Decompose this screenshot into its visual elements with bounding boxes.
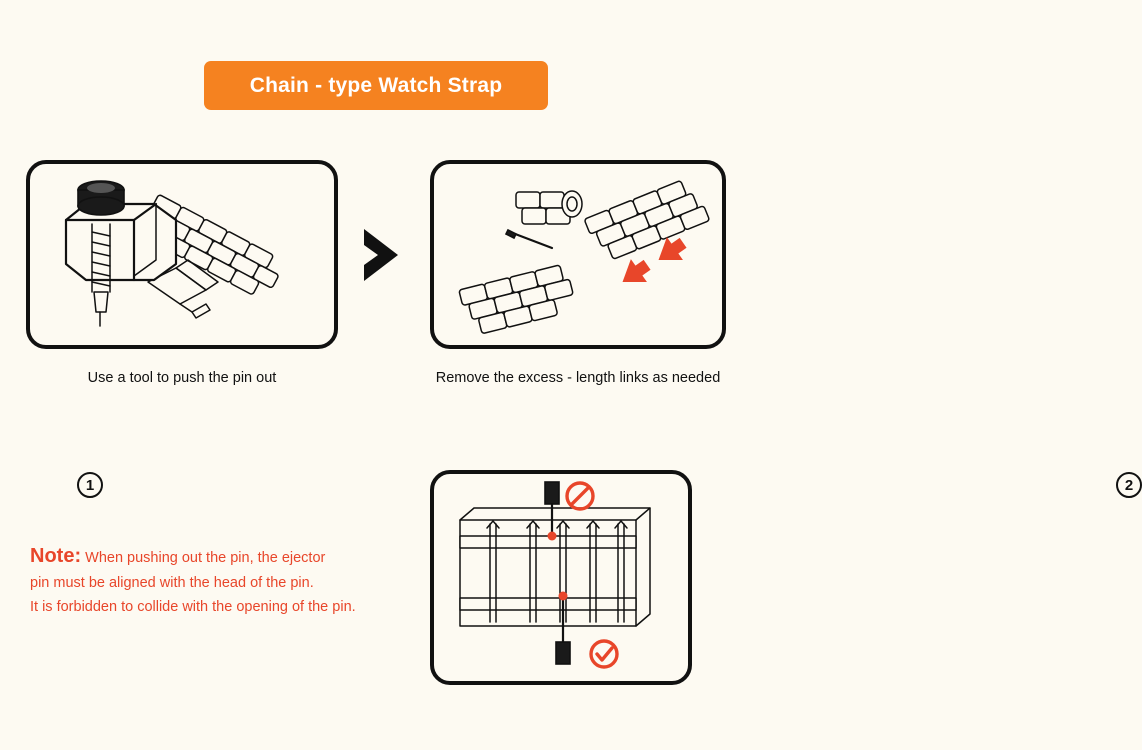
prohibition-icon	[567, 483, 593, 509]
note-label: Note:	[30, 545, 82, 567]
step-2-caption: Remove the excess - length links as needed	[435, 370, 721, 386]
note-line-3: It is forbidden to collide with the opening of the pin.	[30, 598, 356, 615]
detail-panel	[430, 470, 692, 685]
step-1-caption: Use a tool to push the pin out	[87, 370, 277, 386]
step-2-number: 2	[1116, 472, 1142, 498]
pin-alignment-detail-illustration	[434, 474, 688, 681]
note-block	[30, 540, 410, 619]
check-circle-icon	[591, 641, 617, 667]
step-2-illustration	[434, 164, 722, 345]
page-title: Chain - type Watch Strap	[249, 73, 503, 97]
note-line-2: pin must be aligned with the head of the pin.	[30, 575, 314, 592]
red-arrow-icon	[615, 253, 656, 293]
chevron-right-arrow-icon	[358, 225, 410, 285]
step-1-illustration	[30, 164, 334, 345]
note-line-1: When pushing out the pin, the ejector	[85, 550, 326, 566]
page-title-badge	[204, 61, 548, 110]
step-1-number: 1	[77, 472, 103, 498]
